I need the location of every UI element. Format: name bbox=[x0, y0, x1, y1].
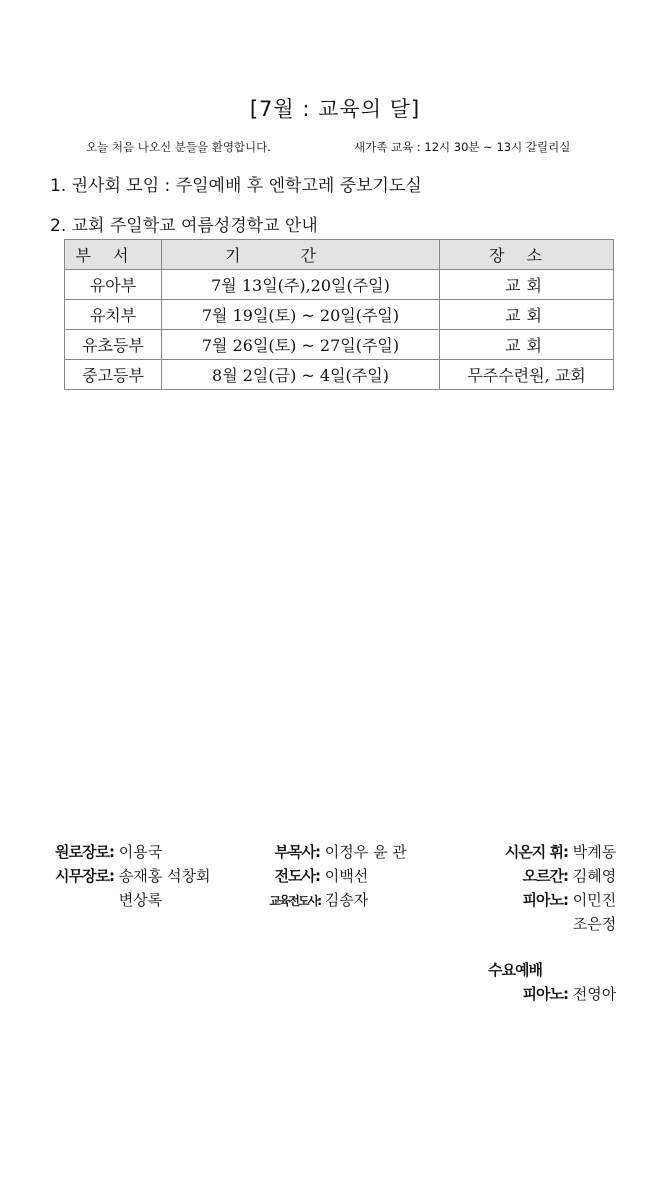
cell-period: 8월 2일(금) ~ 4일(주일) bbox=[162, 360, 440, 390]
notice-item-1-label: 1. 권사회 모임 : bbox=[50, 176, 171, 196]
cell-location: 교회 bbox=[440, 330, 614, 360]
header-department: 부서 bbox=[65, 240, 162, 270]
staff-role: 시무장로: bbox=[55, 867, 114, 885]
wednesday-heading: 수요예배 bbox=[488, 961, 542, 979]
staff-name: 이민진 bbox=[572, 891, 617, 909]
staff-row bbox=[44, 840, 211, 864]
staff-column-elders bbox=[44, 840, 211, 912]
staff-name: 김혜영 bbox=[572, 867, 617, 885]
staff-row bbox=[480, 888, 616, 912]
staff-row bbox=[44, 864, 211, 888]
cell-period: 7월 26일(토) ~ 27일(주일) bbox=[162, 330, 440, 360]
staff-column-music bbox=[480, 840, 616, 936]
table-header-row bbox=[65, 240, 614, 270]
staff-row bbox=[258, 840, 407, 864]
table-row bbox=[65, 330, 614, 360]
staff-name: 송재홍 석창회 bbox=[118, 867, 211, 885]
header-period: 기간 bbox=[162, 240, 440, 270]
staff-row bbox=[258, 888, 407, 913]
staff-row bbox=[480, 864, 616, 888]
staff-name: 조은정 bbox=[572, 915, 617, 933]
cell-period: 7월 13일(주),20일(주일) bbox=[162, 270, 440, 300]
cell-location: 교회 bbox=[440, 300, 614, 330]
staff-row bbox=[488, 982, 616, 1006]
table-row bbox=[65, 360, 614, 390]
staff-row bbox=[44, 888, 211, 912]
header-location: 장소 bbox=[440, 240, 614, 270]
vbs-schedule-table bbox=[64, 239, 614, 390]
staff-role: 시온지 휘: bbox=[504, 843, 568, 861]
staff-name: 박계동 bbox=[572, 843, 617, 861]
staff-name: 김송자 bbox=[324, 891, 369, 909]
staff-name: 전영아 bbox=[572, 985, 617, 1003]
staff-row bbox=[258, 864, 407, 888]
staff-role: 원로장로: bbox=[55, 843, 114, 861]
notice-item-1-desc: 주일예배 후 엔학고레 중보기도실 bbox=[175, 176, 422, 196]
staff-name: 이용국 bbox=[118, 843, 163, 861]
staff-name: 이정우 윤 관 bbox=[324, 843, 407, 861]
staff-role: 부목사: bbox=[274, 843, 320, 861]
new-family-notice: 새가족 교육 : 12시 30분 ~ 13시 갈릴리실 bbox=[354, 140, 571, 154]
table-row bbox=[65, 300, 614, 330]
staff-column-pastors bbox=[258, 840, 407, 913]
staff-role: 교육전도사: bbox=[269, 894, 320, 908]
cell-department: 중고등부 bbox=[65, 360, 162, 390]
welcome-message: 오늘 처음 나오신 분들을 환영합니다. bbox=[86, 140, 271, 154]
cell-department: 유아부 bbox=[65, 270, 162, 300]
staff-row bbox=[480, 912, 616, 936]
notice-item-2-label: 2. 교회 주일학교 여름성경학교 안내 bbox=[50, 216, 318, 236]
staff-row bbox=[480, 840, 616, 864]
cell-location: 교회 bbox=[440, 270, 614, 300]
staff-name: 이백선 bbox=[324, 867, 369, 885]
cell-department: 유치부 bbox=[65, 300, 162, 330]
staff-role: 오르간: bbox=[522, 867, 568, 885]
table-row bbox=[65, 270, 614, 300]
cell-period: 7월 19일(토) ~ 20일(주일) bbox=[162, 300, 440, 330]
staff-name: 변상록 bbox=[118, 891, 163, 909]
notice-item-1 bbox=[50, 171, 422, 196]
page-title: [7월 : 교육의 달] bbox=[249, 97, 421, 121]
notice-item-2 bbox=[50, 211, 318, 236]
staff-role: 전도사: bbox=[274, 867, 320, 885]
staff-role: 피아노: bbox=[522, 891, 568, 909]
staff-role: 피아노: bbox=[522, 985, 568, 1003]
cell-location: 무주수련원, 교회 bbox=[440, 360, 614, 390]
wednesday-service bbox=[488, 958, 616, 1006]
cell-department: 유초등부 bbox=[65, 330, 162, 360]
